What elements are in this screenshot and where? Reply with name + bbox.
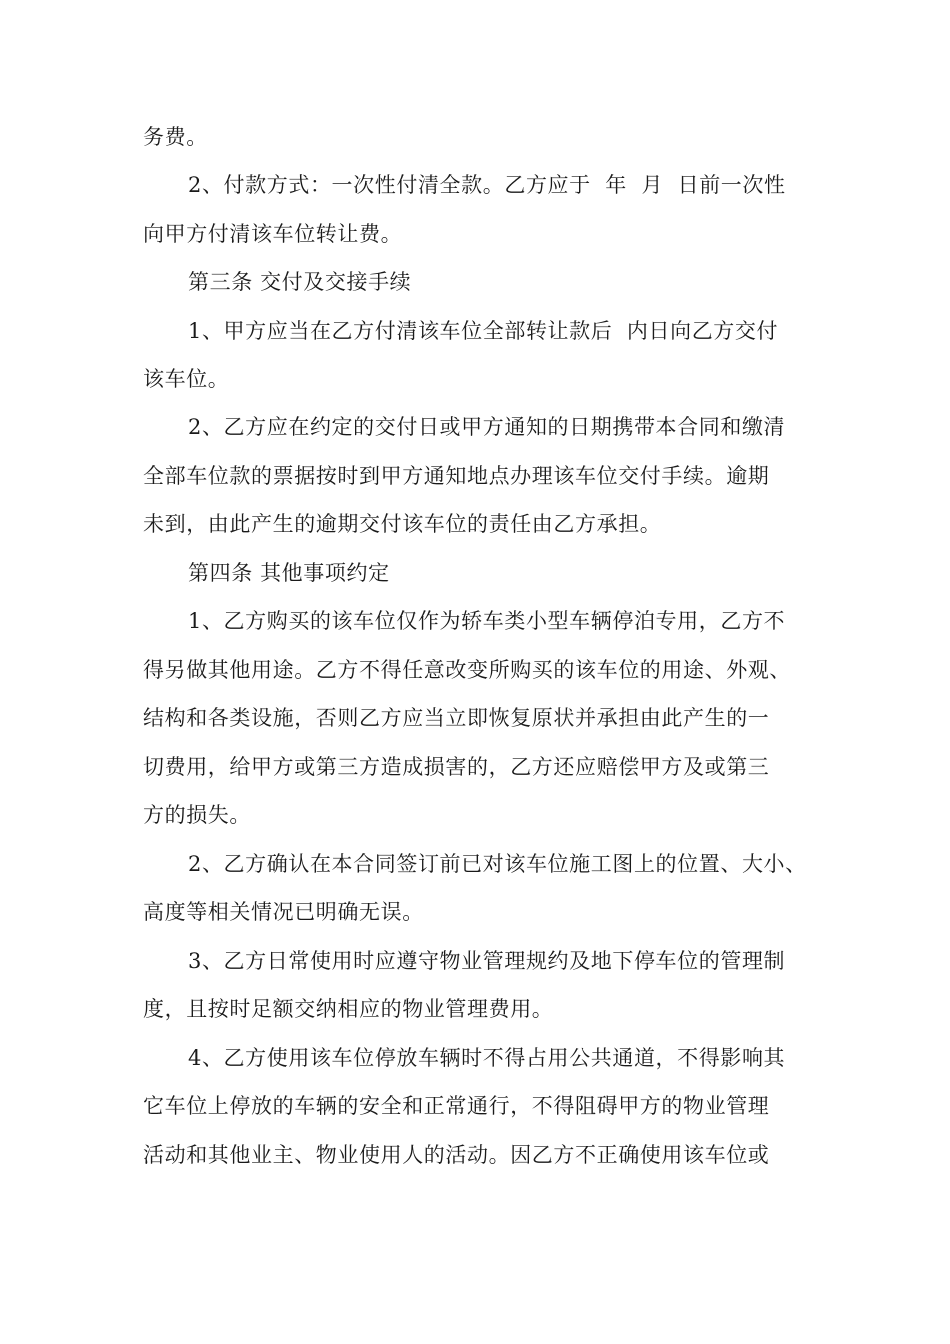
text-line-17: 高度等相关情况已明确无误。 xyxy=(143,900,424,924)
text-line-16: 2、乙方确认在本合同签订前已对该车位施工图上的位置、大小、 xyxy=(188,852,807,876)
text-line-8: 全部车位款的票据按时到甲方通知地点办理该车位交付手续。逾期 xyxy=(143,464,770,488)
text-line-5: 1、甲方应当在乙方付清该车位全部转让款后 内日向乙方交付 xyxy=(188,319,779,343)
section-heading-4: 第四条 其他事项约定 xyxy=(188,561,390,585)
text-line-21: 它车位上停放的车辆的安全和正常通行，不得阻碍甲方的物业管理 xyxy=(143,1094,770,1118)
text-line-2: 2、付款方式：一次性付清全款。乙方应于 年 月 日前一次性 xyxy=(188,173,786,197)
text-line-19: 度，且按时足额交纳相应的物业管理费用。 xyxy=(143,997,554,1021)
text-line-13: 结构和各类设施，否则乙方应当立即恢复原状并承担由此产生的一 xyxy=(143,706,770,730)
section-heading-3: 第三条 交付及交接手续 xyxy=(188,270,412,294)
text-line-22: 活动和其他业主、物业使用人的活动。因乙方不正确使用该车位或 xyxy=(143,1143,770,1167)
text-line-15: 方的损失。 xyxy=(143,803,251,827)
text-line-12: 得另做其他用途。乙方不得任意改变所购买的该车位的用途、外观、 xyxy=(143,658,791,682)
text-line-7: 2、乙方应在约定的交付日或甲方通知的日期携带本合同和缴清 xyxy=(188,415,786,439)
text-line-1: 务费。 xyxy=(143,125,208,149)
text-line-11: 1、乙方购买的该车位仅作为轿车类小型车辆停泊专用，乙方不 xyxy=(188,609,786,633)
text-line-3: 向甲方付清该车位转让费。 xyxy=(143,222,403,246)
text-line-14: 切费用，给甲方或第三方造成损害的，乙方还应赔偿甲方及或第三 xyxy=(143,755,770,779)
text-line-20: 4、乙方使用该车位停放车辆时不得占用公共通道，不得影响其 xyxy=(188,1046,786,1070)
text-line-18: 3、乙方日常使用时应遵守物业管理规约及地下停车位的管理制 xyxy=(188,949,786,973)
text-line-9: 未到，由此产生的逾期交付该车位的责任由乙方承担。 xyxy=(143,512,662,536)
text-line-6: 该车位。 xyxy=(143,367,230,391)
